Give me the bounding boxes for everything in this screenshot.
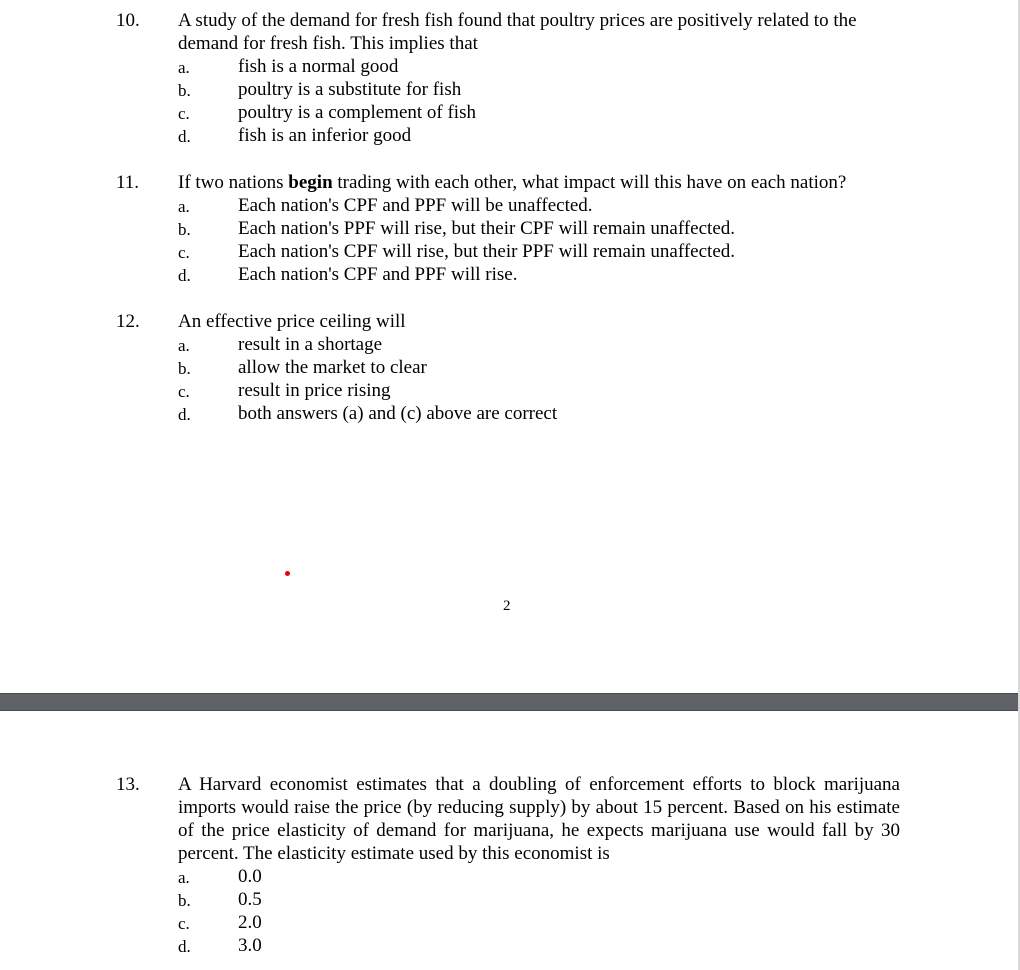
question-number: 13. [116, 774, 140, 795]
answer-option-d [0, 934, 1018, 957]
question-number: 11. [116, 172, 140, 193]
answer-option-a [0, 194, 1018, 217]
option-letter: c. [178, 382, 190, 401]
option-text: 0.5 [238, 889, 262, 910]
option-letter: c. [178, 914, 190, 933]
option-letter: a. [178, 58, 190, 77]
option-text: both answers (a) and (c) above are correct [238, 403, 558, 424]
document-page-3 [0, 711, 1018, 970]
page-number: 2 [503, 598, 511, 614]
answer-option-a [0, 333, 1018, 356]
answer-option-d [0, 124, 1018, 147]
page-separator [0, 693, 1020, 711]
answer-option-c [0, 379, 1018, 402]
option-text: 2.0 [238, 912, 262, 933]
answer-option-d [0, 263, 1018, 286]
option-letter: b. [178, 81, 191, 100]
option-text: Each nation's CPF and PPF will be unaffected. [238, 195, 593, 216]
option-text: fish is a normal good [238, 56, 399, 77]
question-stem: An effective price ceiling will [178, 311, 406, 332]
option-text: 0.0 [238, 866, 262, 887]
answer-option-a [0, 865, 1018, 888]
option-letter: a. [178, 197, 190, 216]
option-letter: c. [178, 104, 190, 123]
question-number: 12. [116, 311, 140, 332]
answer-option-b [0, 217, 1018, 240]
annotation-dot [285, 571, 290, 576]
answer-option-c [0, 240, 1018, 263]
option-letter: b. [178, 359, 191, 378]
answer-option-b [0, 888, 1018, 911]
answer-option-d [0, 402, 1018, 425]
option-letter: b. [178, 891, 191, 910]
option-text: poultry is a substitute for fish [238, 79, 462, 100]
option-text: result in a shortage [238, 334, 383, 355]
option-letter: a. [178, 336, 190, 355]
option-text: allow the market to clear [238, 357, 427, 378]
question-stem: A Harvard economist estimates that a doubling of enforcement efforts to block marijuana imports would raise the price (by reducing supply) by about 15 percent. Based on his estimate of the price elasticity of demand for marijuana, he expects marijuana use would fall by 30 percent. The elasticity estimate used by this economist is [178, 774, 900, 864]
option-text: fish is an inferior good [238, 125, 412, 146]
question-stem: A study of the demand for fresh fish found that poultry prices are positively related to the demand for fresh fish. This implies that [178, 10, 857, 54]
option-text: poultry is a complement of fish [238, 102, 476, 123]
option-text: Each nation's CPF will rise, but their PPF will remain unaffected. [238, 241, 736, 262]
answer-option-c [0, 911, 1018, 934]
answer-option-c [0, 101, 1018, 124]
option-letter: b. [178, 220, 191, 239]
answer-option-b [0, 78, 1018, 101]
question-number: 10. [116, 10, 140, 31]
option-text: 3.0 [238, 935, 262, 956]
option-letter: d. [178, 266, 191, 285]
option-letter: d. [178, 405, 191, 424]
option-text: result in price rising [238, 380, 391, 401]
option-text: Each nation's PPF will rise, but their CPF will remain unaffected. [238, 218, 736, 239]
option-letter: a. [178, 868, 190, 887]
option-text: Each nation's CPF and PPF will rise. [238, 264, 518, 285]
option-letter: c. [178, 243, 190, 262]
stem-text: trading with each other, what impact will this have on each nation? [332, 172, 847, 193]
stem-emphasis: begin [288, 172, 333, 193]
option-letter: d. [178, 127, 191, 146]
question-stem [178, 171, 900, 194]
stem-text: If two nations [178, 172, 289, 193]
answer-option-b [0, 356, 1018, 379]
answer-option-a [0, 55, 1018, 78]
option-letter: d. [178, 937, 191, 956]
